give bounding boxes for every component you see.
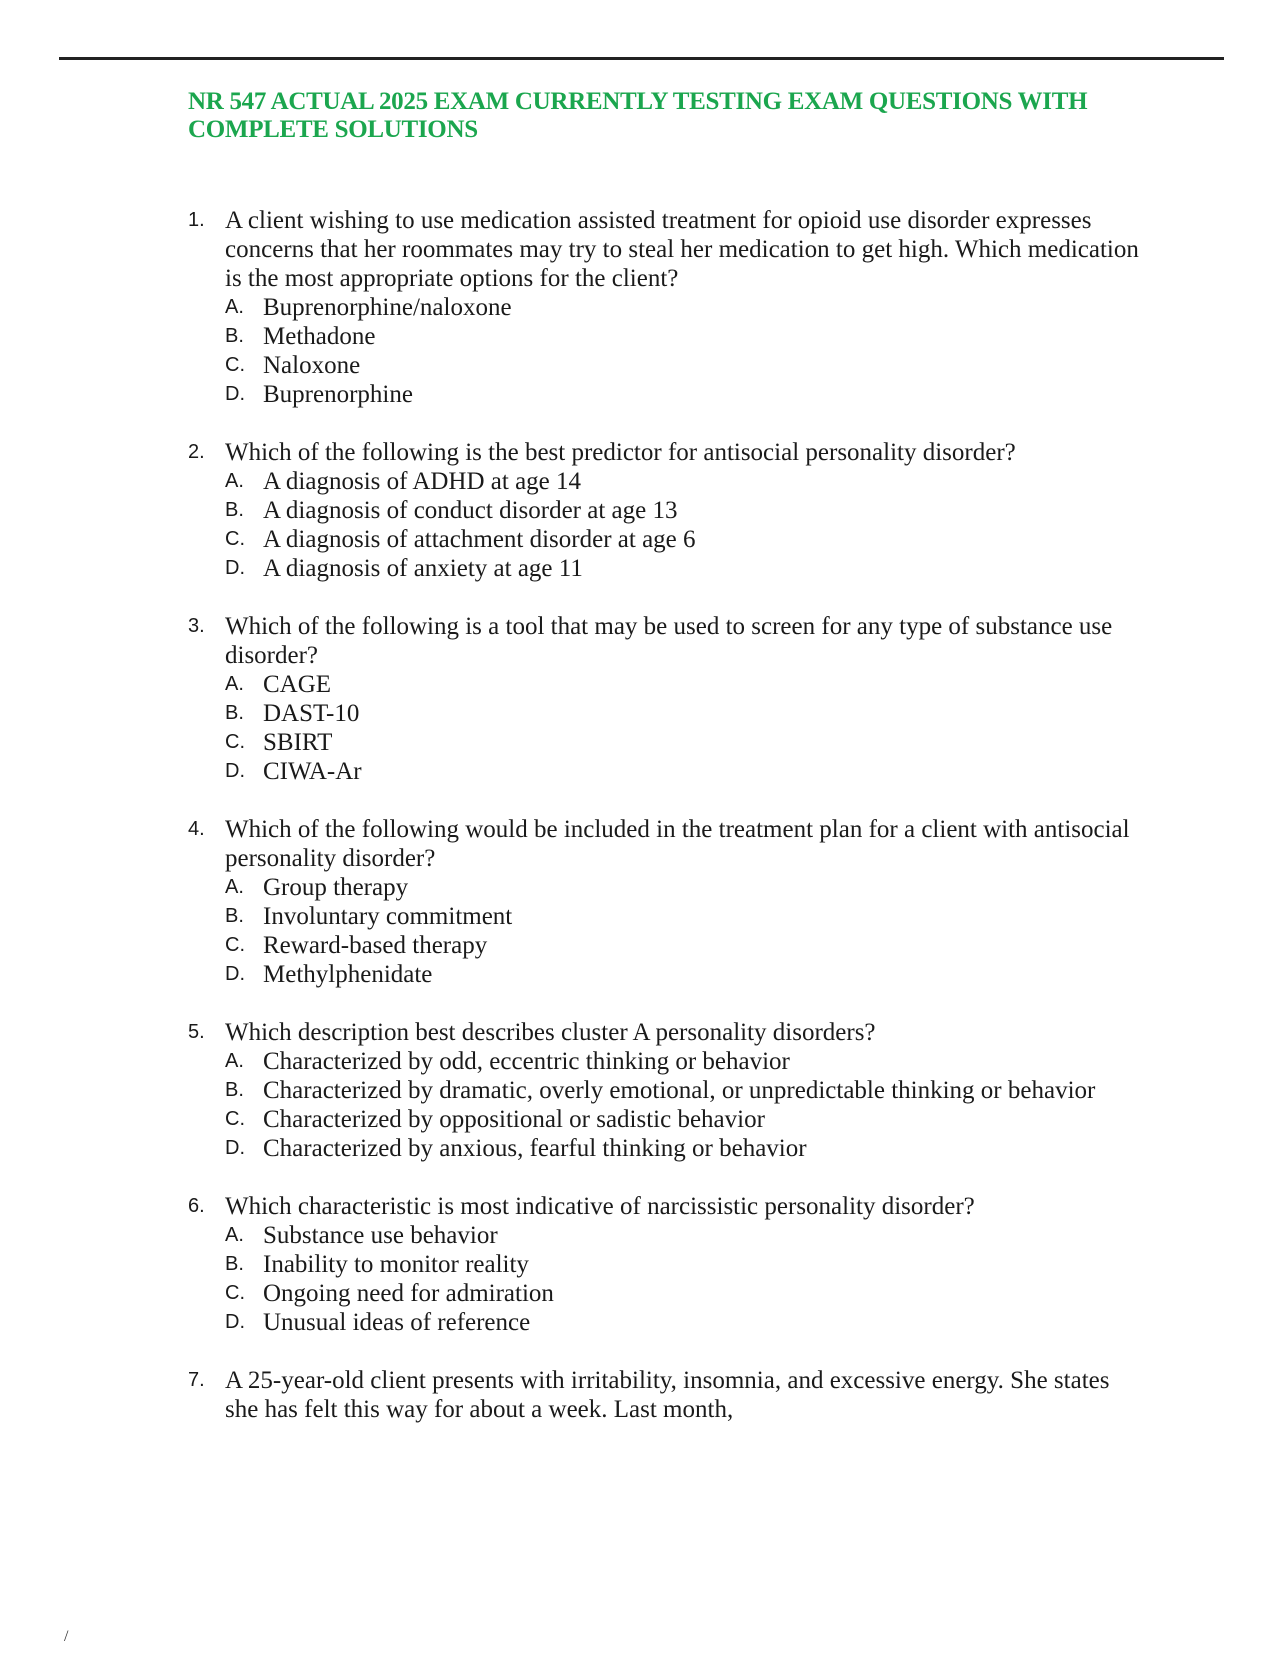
option-text: A diagnosis of conduct disorder at age 13 xyxy=(263,497,678,524)
page-footer: / xyxy=(64,1628,69,1645)
option-letter: C. xyxy=(225,1108,245,1130)
question-number: 4. xyxy=(188,818,205,840)
question-text: Which of the following is a tool that may be used to screen for any type of substance use disorder? xyxy=(225,613,1113,669)
option-text: Involuntary commitment xyxy=(263,903,513,930)
question-text: Which description best describes cluster A personality disorders? xyxy=(225,1019,876,1046)
header-rule xyxy=(59,57,1224,60)
option-letter: A. xyxy=(225,470,244,492)
answer-option xyxy=(225,1221,1148,1250)
option-list xyxy=(225,670,1148,786)
answer-option xyxy=(225,931,1148,960)
option-letter: B. xyxy=(225,325,244,347)
question-number: 6. xyxy=(188,1195,205,1217)
option-letter: A. xyxy=(225,1224,244,1246)
option-text: Reward-based therapy xyxy=(263,932,488,959)
question-item xyxy=(188,815,1148,989)
question-item xyxy=(188,206,1148,409)
option-text: Characterized by oppositional or sadistic behavior xyxy=(263,1106,765,1133)
option-text: Substance use behavior xyxy=(263,1222,498,1249)
option-text: CIWA-Ar xyxy=(263,758,362,785)
answer-option xyxy=(225,293,1148,322)
option-text: Naloxone xyxy=(263,352,361,379)
question-item xyxy=(188,438,1148,583)
answer-option xyxy=(225,670,1148,699)
option-text: Buprenorphine/naloxone xyxy=(263,294,512,321)
answer-option xyxy=(225,351,1148,380)
option-text: A diagnosis of attachment disorder at age 6 xyxy=(263,526,696,553)
option-text: Methadone xyxy=(263,323,376,350)
option-letter: D. xyxy=(225,383,245,405)
option-text: Inability to monitor reality xyxy=(263,1251,529,1278)
question-stem xyxy=(188,1192,1148,1221)
answer-option xyxy=(225,1250,1148,1279)
question-item xyxy=(188,612,1148,786)
option-text: DAST-10 xyxy=(263,700,360,727)
question-stem xyxy=(188,1018,1148,1047)
question-item xyxy=(188,1366,1148,1424)
option-letter: B. xyxy=(225,702,244,724)
question-stem xyxy=(188,1366,1148,1424)
option-list xyxy=(225,873,1148,989)
question-number: 3. xyxy=(188,615,205,637)
answer-option xyxy=(225,1134,1148,1163)
answer-option xyxy=(225,960,1148,989)
answer-option xyxy=(225,467,1148,496)
option-text: Group therapy xyxy=(263,874,409,901)
option-text: SBIRT xyxy=(263,729,333,756)
question-item xyxy=(188,1018,1148,1163)
option-text: Ongoing need for admiration xyxy=(263,1280,554,1307)
answer-option xyxy=(225,525,1148,554)
answer-option xyxy=(225,699,1148,728)
option-text: Characterized by odd, eccentric thinking or behavior xyxy=(263,1048,790,1075)
answer-option xyxy=(225,1047,1148,1076)
answer-option xyxy=(225,554,1148,583)
option-letter: D. xyxy=(225,1137,245,1159)
option-letter: D. xyxy=(225,963,245,985)
option-letter: A. xyxy=(225,1050,244,1072)
option-letter: D. xyxy=(225,760,245,782)
document-title: NR 547 ACTUAL 2025 EXAM CURRENTLY TESTING EXAM QUESTIONS WITH COMPLETE SOLUTIONS xyxy=(188,88,1088,143)
option-letter: C. xyxy=(225,731,245,753)
question-stem xyxy=(188,438,1148,467)
option-letter: A. xyxy=(225,876,244,898)
question-text: A client wishing to use medication assisted treatment for opioid use disorder expresses concerns that her roommates may try to steal her medication to get high. Which medication is the most appropriate options for the client? xyxy=(225,207,1139,292)
question-stem xyxy=(188,815,1148,873)
option-text: Unusual ideas of reference xyxy=(263,1309,531,1336)
answer-option xyxy=(225,902,1148,931)
answer-option xyxy=(225,380,1148,409)
option-letter: C. xyxy=(225,354,245,376)
option-letter: B. xyxy=(225,1253,244,1275)
question-number: 2. xyxy=(188,441,205,463)
answer-option xyxy=(225,728,1148,757)
option-letter: D. xyxy=(225,1311,245,1333)
answer-option xyxy=(225,322,1148,351)
option-letter: A. xyxy=(225,296,244,318)
question-text: Which of the following would be included in the treatment plan for a client with antisocial personality disorder? xyxy=(225,816,1130,872)
question-text: A 25-year-old client presents with irritability, insomnia, and excessive energy. She states she has felt this way for about a week. Last month, xyxy=(225,1367,1110,1423)
question-text: Which of the following is the best predictor for antisocial personality disorder? xyxy=(225,439,1016,466)
answer-option xyxy=(225,1105,1148,1134)
option-list xyxy=(225,1047,1148,1163)
option-text: Characterized by anxious, fearful thinking or behavior xyxy=(263,1135,807,1162)
question-item xyxy=(188,1192,1148,1337)
option-list xyxy=(225,1221,1148,1337)
option-text: A diagnosis of ADHD at age 14 xyxy=(263,468,582,495)
option-letter: D. xyxy=(225,557,245,579)
option-text: Buprenorphine xyxy=(263,381,413,408)
option-letter: C. xyxy=(225,1282,245,1304)
question-list xyxy=(188,206,1148,1453)
option-text: CAGE xyxy=(263,671,332,698)
option-letter: C. xyxy=(225,528,245,550)
question-stem xyxy=(188,206,1148,293)
option-text: Methylphenidate xyxy=(263,961,433,988)
question-number: 5. xyxy=(188,1021,205,1043)
answer-option xyxy=(225,1279,1148,1308)
answer-option xyxy=(225,1076,1148,1105)
answer-option xyxy=(225,496,1148,525)
question-number: 1. xyxy=(188,209,205,231)
answer-option xyxy=(225,1308,1148,1337)
option-letter: B. xyxy=(225,905,244,927)
option-letter: B. xyxy=(225,499,244,521)
question-number: 7. xyxy=(188,1369,205,1391)
option-letter: B. xyxy=(225,1079,244,1101)
option-list xyxy=(225,293,1148,409)
option-letter: A. xyxy=(225,673,244,695)
question-stem xyxy=(188,612,1148,670)
option-letter: C. xyxy=(225,934,245,956)
answer-option xyxy=(225,873,1148,902)
answer-option xyxy=(225,757,1148,786)
question-text: Which characteristic is most indicative of narcissistic personality disorder? xyxy=(225,1193,975,1220)
option-text: Characterized by dramatic, overly emotional, or unpredictable thinking or behavior xyxy=(263,1077,1096,1104)
option-text: A diagnosis of anxiety at age 11 xyxy=(263,555,583,582)
option-list xyxy=(225,467,1148,583)
